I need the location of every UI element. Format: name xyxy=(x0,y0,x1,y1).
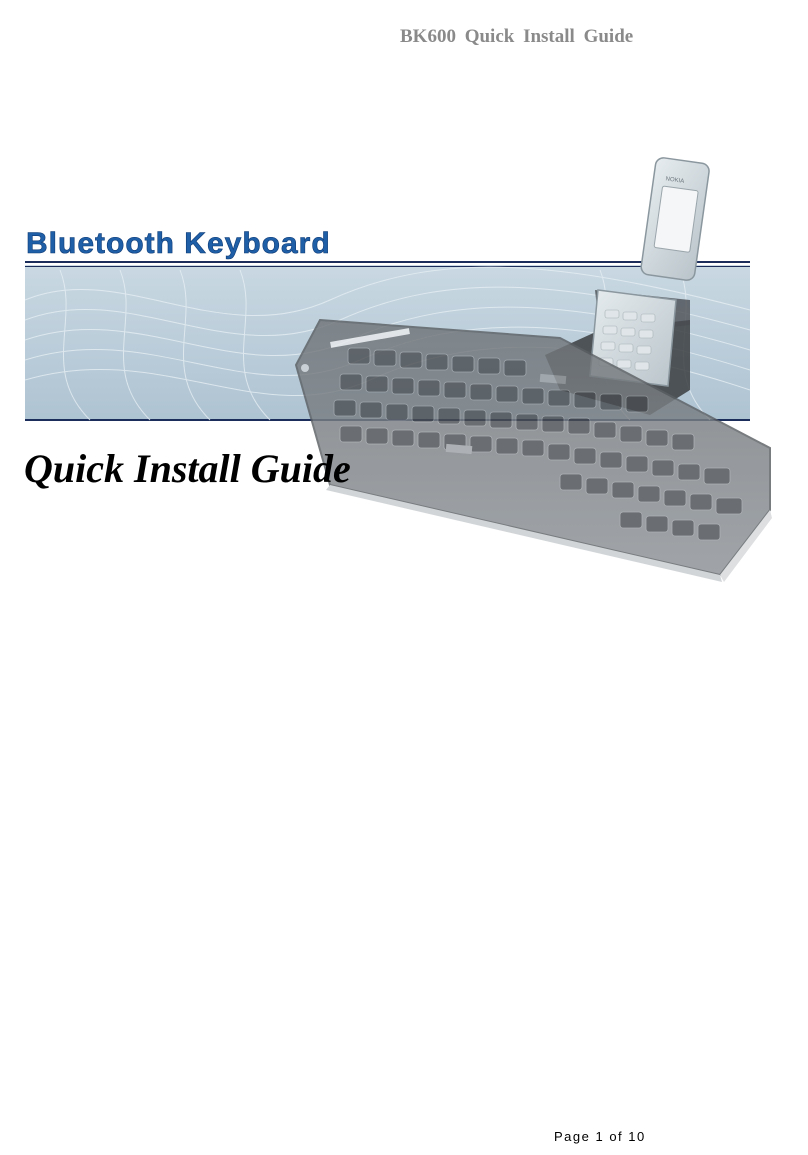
cover-illustration xyxy=(0,150,808,590)
document-title: Quick Install Guide xyxy=(24,446,351,491)
page-number: Page 1 of 10 xyxy=(554,1129,646,1144)
banner-title: Bluetooth Keyboard xyxy=(26,227,331,260)
running-header: BK600 Quick Install Guide xyxy=(400,26,634,47)
svg-text:NOKIA: NOKIA xyxy=(665,176,685,185)
